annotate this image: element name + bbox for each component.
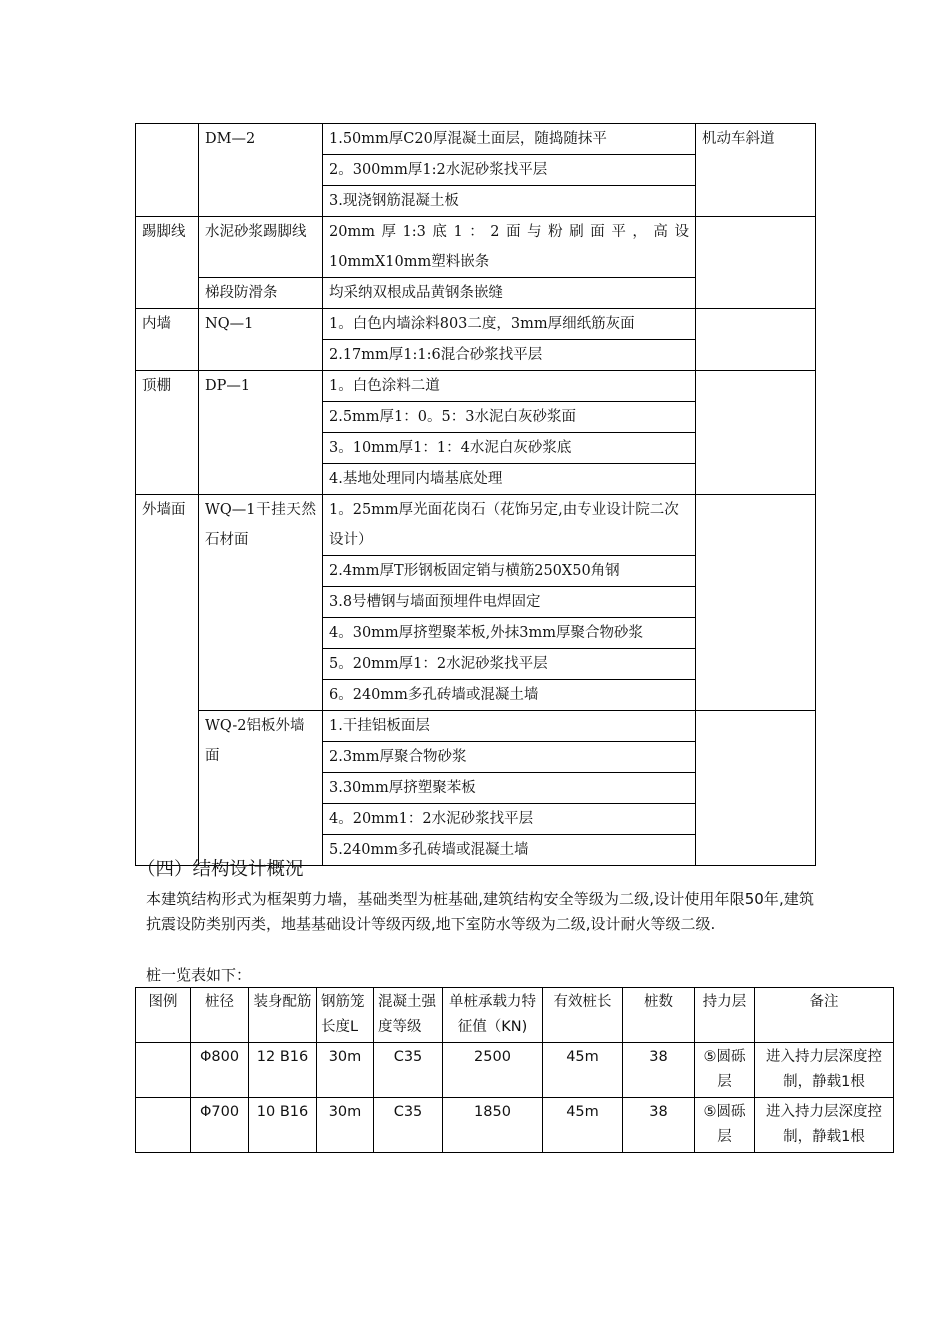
header-cell: 装身配筋 bbox=[249, 988, 317, 1043]
layer-cell: 6。240mm多孔砖墙或混凝土墙 bbox=[323, 680, 696, 711]
layer-cell: 2.3mm厚聚合物砂浆 bbox=[323, 742, 696, 773]
code-cell: WQ—1干挂天然石材面 bbox=[199, 495, 323, 711]
layer-cell: 2.17mm厚1:1:6混合砂浆找平层 bbox=[323, 340, 696, 371]
table-cell: 30m bbox=[317, 1098, 374, 1153]
table-cell: Φ700 bbox=[191, 1098, 249, 1153]
header-cell: 有效桩长 bbox=[543, 988, 623, 1043]
layer-cell: 1.干挂铝板面层 bbox=[323, 711, 696, 742]
table-row bbox=[136, 1043, 894, 1098]
layer-cell: 1。白色涂料二道 bbox=[323, 371, 696, 402]
layer-cell: 1.50mm厚C20厚混凝土面层，随捣随抹平 bbox=[323, 124, 696, 155]
layer-cell: 2.5mm厚1：0。5：3水泥白灰砂浆面 bbox=[323, 402, 696, 433]
note-cell bbox=[696, 495, 816, 711]
header-cell: 备注 bbox=[755, 988, 894, 1043]
header-cell: 桩径 bbox=[191, 988, 249, 1043]
layer-cell: 3.8号槽钢与墙面预埋件电焊固定 bbox=[323, 587, 696, 618]
table-cell: 45m bbox=[543, 1043, 623, 1098]
note-cell bbox=[696, 371, 816, 495]
table-cell: 1850 bbox=[443, 1098, 543, 1153]
table-cell: ⑤圆砾层 bbox=[695, 1043, 755, 1098]
table-row bbox=[136, 1098, 894, 1153]
layer-cell: 1。白色内墙涂料803二度，3mm厚细纸筋灰面 bbox=[323, 309, 696, 340]
code-cell: DM—2 bbox=[199, 124, 323, 217]
pile-table-header bbox=[136, 988, 894, 1043]
category-cell: 踢脚线 bbox=[136, 217, 199, 309]
table-cell: C35 bbox=[374, 1043, 443, 1098]
code-cell: NQ—1 bbox=[199, 309, 323, 371]
table-cell bbox=[136, 1043, 191, 1098]
layer-cell: 3。10mm厚1：1：4水泥白灰砂浆底 bbox=[323, 433, 696, 464]
layer-cell: 4。20mm1：2水泥砂浆找平层 bbox=[323, 804, 696, 835]
category-cell: 内墙 bbox=[136, 309, 199, 371]
note-cell bbox=[696, 711, 816, 866]
note-cell: 机动车斜道 bbox=[696, 124, 816, 217]
header-cell: 混凝土强度等级 bbox=[374, 988, 443, 1043]
layer-cell: 3.30mm厚挤塑聚苯板 bbox=[323, 773, 696, 804]
table-cell: 30m bbox=[317, 1043, 374, 1098]
category-cell: 顶棚 bbox=[136, 371, 199, 495]
category-cell: 外墙面 bbox=[136, 495, 199, 866]
table-cell: 10 B16 bbox=[249, 1098, 317, 1153]
table-cell: 进入持力层深度控制，静载1根 bbox=[755, 1043, 894, 1098]
table-cell bbox=[136, 1098, 191, 1153]
table-cell: 进入持力层深度控制，静载1根 bbox=[755, 1098, 894, 1153]
layer-cell: 2。300mm厚1:2水泥砂浆找平层 bbox=[323, 155, 696, 186]
pile-table-intro: 桩一览表如下： bbox=[146, 966, 252, 984]
layer-cell: 4.基地处理同内墙基底处理 bbox=[323, 464, 696, 495]
table-cell: Φ800 bbox=[191, 1043, 249, 1098]
table-cell: ⑤圆砾层 bbox=[695, 1098, 755, 1153]
code-cell: WQ-2铝板外墙面 bbox=[199, 711, 323, 866]
table-cell: 38 bbox=[623, 1043, 695, 1098]
header-cell: 持力层 bbox=[695, 988, 755, 1043]
note-cell bbox=[696, 217, 816, 309]
code-cell: 梯段防滑条 bbox=[199, 278, 323, 309]
layer-cell: 4。30mm厚挤塑聚苯板,外抹3mm厚聚合物砂浆 bbox=[323, 618, 696, 649]
category-cell bbox=[136, 124, 199, 217]
table-cell: 2500 bbox=[443, 1043, 543, 1098]
header-cell: 钢筋笼长度L bbox=[317, 988, 374, 1043]
header-cell: 桩数 bbox=[623, 988, 695, 1043]
layer-cell: 5。20mm厚1：2水泥砂浆找平层 bbox=[323, 649, 696, 680]
header-cell: 单桩承载力特征值（KN) bbox=[443, 988, 543, 1043]
layer-cell: 均采纳双根成品黄钢条嵌缝 bbox=[323, 278, 696, 309]
pile-table bbox=[135, 987, 894, 1153]
table-cell: 12 B16 bbox=[249, 1043, 317, 1098]
table-cell: 45m bbox=[543, 1098, 623, 1153]
layer-cell: 2.4mm厚T形钢板固定销与横筋250X50角钢 bbox=[323, 556, 696, 587]
table-cell: 38 bbox=[623, 1098, 695, 1153]
code-cell: 水泥砂浆踢脚线 bbox=[199, 217, 323, 278]
code-cell: DP—1 bbox=[199, 371, 323, 495]
layer-cell: 3.现浇钢筋混凝土板 bbox=[323, 186, 696, 217]
table-cell: C35 bbox=[374, 1098, 443, 1153]
section-heading: （四）结构设计概况 bbox=[137, 859, 304, 880]
layer-cell: 1。25mm厚光面花岗石（花饰另定,由专业设计院二次设计） bbox=[323, 495, 696, 556]
header-cell: 图例 bbox=[136, 988, 191, 1043]
layer-cell: 5.240mm多孔砖墙或混凝土墙 bbox=[323, 835, 696, 866]
layer-cell: 20mm厚1:3底1：2面与粉刷面平，高设10mmX10mm塑料嵌条 bbox=[323, 217, 696, 278]
note-cell bbox=[696, 309, 816, 371]
section-paragraph: 本建筑结构形式为框架剪力墙，基础类型为桩基础,建筑结构安全等级为二级,设计使用年限50年,建筑抗震设防类别丙类，地基基础设计等级丙级,地下室防水等级为二级,设计耐火等级二级. bbox=[146, 890, 814, 933]
finish-table bbox=[135, 123, 816, 866]
